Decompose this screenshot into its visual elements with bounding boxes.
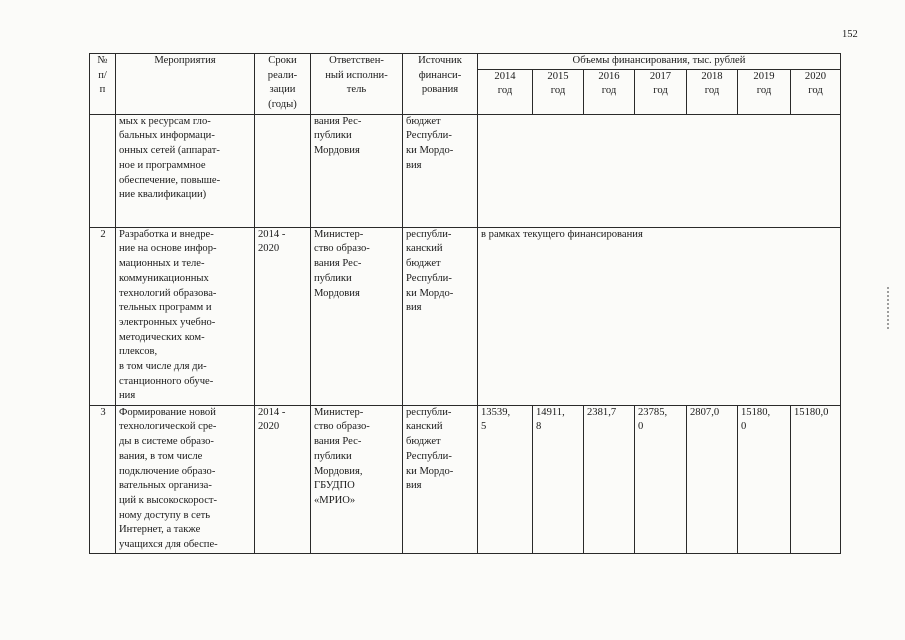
row-source: республи- канский бюджет Республи- ки Мордо- вия (403, 227, 478, 405)
row-terms: 2014 - 2020 (255, 405, 311, 553)
header-year: 2015 год (533, 69, 584, 114)
header-terms: Сроки реали- зации (годы) (255, 54, 311, 115)
row-funding-note (478, 114, 841, 227)
row-value-2019: 15180, 0 (738, 405, 791, 553)
header-year: 2016 год (584, 69, 635, 114)
row-activity: мых к ресурсам гло- бальных информаци- онных сетей (аппарат- ное и программное обеспечение, повыше- ние квалификации) (116, 114, 255, 227)
row-value-2014: 13539, 5 (478, 405, 533, 553)
row-source: республи- канский бюджет Республи- ки Мордо- вия (403, 405, 478, 553)
table-row (90, 405, 841, 553)
row-num (90, 114, 116, 227)
header-year: 2017 год (635, 69, 687, 114)
row-value-2017: 23785, 0 (635, 405, 687, 553)
row-responsible: вания Рес- публики Мордовия (311, 114, 403, 227)
row-activity: Формирование новой технологической сре- ды в системе образо- вания, в том числе подключение образо- вательных организа- ций к высокоскорост- ному доступу в сеть Интернет, а также учащихся для обеспе- (116, 405, 255, 553)
row-value-2016: 2381,7 (584, 405, 635, 553)
funding-table (89, 53, 841, 554)
scan-edge-mark (887, 287, 894, 329)
page-number: 152 (842, 29, 858, 40)
row-funding-note: в рамках текущего финансирования (478, 227, 841, 405)
header-year: 2019 год (738, 69, 791, 114)
header-responsible: Ответствен- ный исполни- тель (311, 54, 403, 115)
header-source: Источник финанси- рования (403, 54, 478, 115)
header-row (90, 54, 841, 70)
row-terms: 2014 - 2020 (255, 227, 311, 405)
header-year: 2020 год (791, 69, 841, 114)
row-source: бюджет Республи- ки Мордо- вия (403, 114, 478, 227)
row-responsible: Министер- ство образо- вания Рес- публики Мордовия (311, 227, 403, 405)
table-row (90, 114, 841, 227)
header-num: № п/ п (90, 54, 116, 115)
row-terms (255, 114, 311, 227)
row-activity: Разработка и внедре- ние на основе инфор- мационных и теле- коммуникационных технологий образова- тельных программ и электронных учебно- методических ком- плексов, в том числе для ди- станционного обуче- ния (116, 227, 255, 405)
header-activity: Мероприятия (116, 54, 255, 115)
row-value-2018: 2807,0 (687, 405, 738, 553)
row-responsible: Министер- ство образо- вания Рес- публики Мордовия, ГБУДПО «МРИО» (311, 405, 403, 553)
row-value-2020: 15180,0 (791, 405, 841, 553)
header-year: 2014 год (478, 69, 533, 114)
row-value-2015: 14911, 8 (533, 405, 584, 553)
table-row (90, 227, 841, 405)
header-year: 2018 год (687, 69, 738, 114)
header-funding: Объемы финансирования, тыс. рублей (478, 54, 841, 70)
row-num: 3 (90, 405, 116, 553)
row-num: 2 (90, 227, 116, 405)
